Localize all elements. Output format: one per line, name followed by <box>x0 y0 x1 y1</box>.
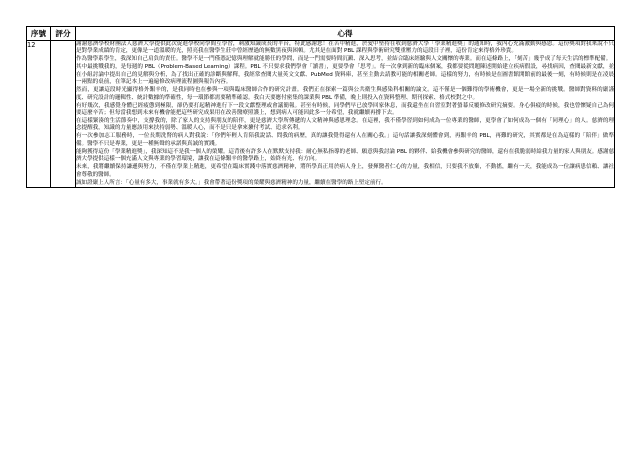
header-row <box>27 27 615 41</box>
row-reflection-cell <box>76 41 615 188</box>
header-number: 序號 <box>27 27 51 41</box>
reflection-paragraph: 有一次參加志工服務時，一位長期洗腎的病人對我說：「你們年輕人肯陪我說話、問我的病歷，真的讓我覺得還有人在關心我。」這句話讓我深刻體會到，再艱辛的 PBL，再難的研究，其實都是在為這樣的「陪伴」做準備。醫學不只是專業，更是一種無聲的承諾與真誠的實踐。 <box>76 133 614 147</box>
reflection-paragraph: 能夠獲得這份「學業精進獎」，我深知這不是我一個人的榮耀。這背後有許多人在默默支持我：耐心無私指導的老師、願意與我討論 PBL 的夥伴、給我機會參與研究的醫師，還有在我脆弱時給我力量的家人與朋友。感謝慈濟大學提供這樣一個充滿人文與專業的學習環境，讓我在這條艱辛的醫學路上，始終有光、有方向。 <box>76 148 614 163</box>
reflection-paragraph: 誠如證嚴上人所言：「心量有多大，事業就有多大。」我會帶著這份獎項的榮耀與慈濟精神的力量，繼續在醫學的路上堅定前行。 <box>76 179 387 186</box>
header-reflection: 心得 <box>76 27 615 41</box>
reflection-paragraph: 未來，我將繼續保持謙遜與努力，不僅在學業上精進，更希望在臨床實踐中落實慈濟精神，將所學真正用於病人身上，發揮醫者仁心的力量，我相信，只要我不放棄，不動搖，繼有一天，我能成為一位讓病患信賴、讓社會尊敬的醫師。 <box>76 164 614 178</box>
table-row <box>27 41 615 188</box>
reflection-paragraph: 然而，更讓這段時光顯得格外艱辛的，是我同時也在參與一項與臨床醫師合作的研究計畫。我們正在探索一篇與公共衛生與感染科相關的論文。這不僅是一個難得的學術機會，更是一場全新的挑戰。醫師對資料的嚴謹度、研究設計的邏輯性、統計數據的準確性，每一環節都需要精準確認。我白天要應付密集的課業與 PBL 準備，晚上則投入在資料整理、期刊探索、格式校對之中。 <box>76 87 614 101</box>
table-header <box>27 27 615 41</box>
reflection-paragraph: 其中最挑戰我的，是每週的 PBL（Problem-Based Learning）課程。PBL 不只要求我們學會「讀書」，更要學會「思考」。每一次拿到新的臨床個案，我都要從問題陳述開始建立疾病假設，尋找病因，查閱最新文獻，並在小組討論中提出自己的見解與分析，為了找出正確的診斷與解釋，我經常查閱大量英文文獻、PubMed 資料庫，甚至主動去請教可能的相關老師。這樣的努力，有時候是在圖書館開館前的最後一刻，有時候則是在凌晨一兩點的桌前，在筆記本上一遍遍修改病理流程圖與報告內容。 <box>76 64 614 86</box>
reflection-sheet <box>26 26 614 188</box>
row-number: 12 <box>27 41 51 188</box>
row-score <box>51 41 76 188</box>
reflection-paragraph: 在這樣緊湊的生活節奏中，支撐我的，除了家人的支持與朋友的陪伴，更是慈濟大學所傳遞的人文精神與感恩理念。在這裡，我不僅學習到如何成為一位專業的醫師，更學會了如何成為一個有「同理心」的人。慈濟的理念提醒我，知識的力量應該用來扶持弱勢、溫暖人心，而不是只是拿來擴付考試、追求名利。 <box>76 118 614 132</box>
reflection-table <box>26 26 615 188</box>
table-body <box>27 41 615 188</box>
reflection-paragraph: 有好幾次，我感覺身體已經疲憊到極限，卻仍要打起精神進行下一段文獻整理或會議簡報。甚至有時候，同學們早已放學回家休息，而我還坐在自習室對著螢幕反覆修改研究摘要。身心俱疲的時候，我也曾懷疑自己為何要這麼辛苦；但每當我想到未來有機會能把這些研究成果用在改善醫療照護上，想到病人可能因此多一分希望，我就繼續再撐下去。 <box>76 102 614 117</box>
reflection-paragraph: 作為醫學系學生，我深知自己肩負的責任。醫學不是一門僅憑記憶與理解就能勝任的學問，而是一門需要時間沉澱、深入思考，並結合臨床經驗與人文關懷的專業。而在這條路上，「刻苦」幾乎成了每天生活的標準配備。 <box>76 56 612 63</box>
header-score: 評分 <box>51 27 76 41</box>
reflection-paragraph: 謝謝慈濟學校財團法人慈濟大學提供此次促進學校同學間互學習，刺激知識成長的平台，特此感謝您！在苦中精進，於愛中堅持在收到慈濟大學「學業精進獎」的通知時，我內心充滿激動與感恩。這份獎項對我來說不只是對學業成績的肯定，更像是一道溫暖的光，照亮我在醫學生莊中曾經歷過的無數黑夜與困頓。尤其是在面對 PBL 課程與學術研究雙重壓力的這段日子裡，這份肯定來得格外珍貴。 <box>76 41 614 55</box>
